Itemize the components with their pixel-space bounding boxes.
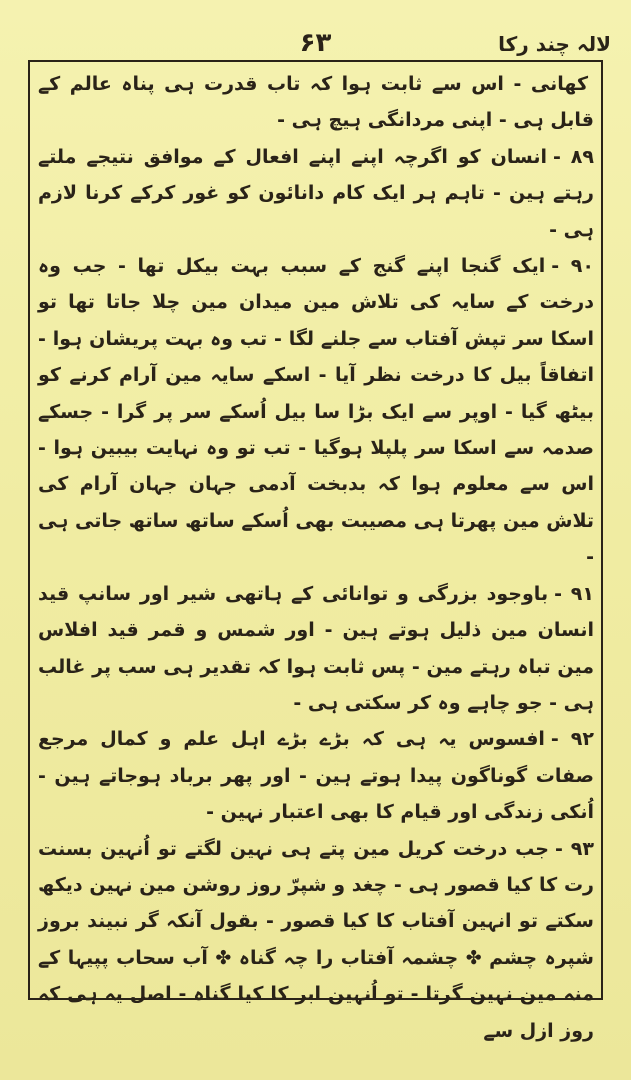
paragraph — [38, 66, 594, 139]
paragraph-text: افسوس یہ ہی کہ بڑے بڑے اہل علم و کمال مرجع صفات گوناگون پیدا ہوتے ہین - اور پھر برباد ہوجاتے ہین - اُنکی زندگی اور قیام کا بھی اعتبار نہین - — [38, 728, 594, 824]
page-number: ۶۳ — [299, 28, 332, 58]
paragraph-number: ۹۱ - — [554, 582, 594, 605]
paragraph-number: ۸۹ - — [552, 145, 594, 168]
paragraph — [38, 248, 594, 576]
text-block — [38, 66, 594, 1042]
paragraph — [38, 576, 594, 722]
paragraph-number: ۹۰ - — [551, 255, 594, 278]
paragraph-text: انسان کو اگرچہ اپنے اپنے افعال کے موافق نتیجے ملتے رہتے ہین - تاہم ہر ایک کام دانائون کو غور کرکے کرنا لازم ہی - — [38, 145, 594, 241]
paragraph-text: جب درخت کریل مین پتے ہی نہین لگتے تو اُنہین بسنت رت کا کیا قصور ہی - چغد و شپرّ روز روشن مین نہین دیکھ سکتے تو انہین آفتاب کا کیا قصور - بقول آنکہ گر نبیند بروز شپرہ چشم ✤ چشمہ آفتاب را چہ گناہ ✤ آب سحاب پپیہا کے منہ مین نہین گرتا - تو اُنہین ابر کا کیا گناہ - اصل یہ ہی کہ روز ازل سے — [38, 837, 594, 1042]
paragraph-text: کھانی - اس سے ثابت ہوا کہ تاب قدرت ہی پناہ عالم کے قابل ہی - اپنی مردانگی ہیچ ہی - — [38, 73, 594, 132]
paragraph-text: باوجود بزرگی و توانائی کے ہاتھی شیر اور سانپ قید انسان مین ذلیل ہوتے ہین - اور شمس و قمر قید افلاس مین تباہ رہتے مین - پس ثابت ہوا کہ تقدیر ہی سب پر غالب ہی - جو چاہے وہ کر سکتی ہی - — [38, 582, 594, 714]
paragraph — [38, 721, 594, 830]
page-header — [20, 28, 611, 64]
running-head: لالہ چند رکا — [498, 32, 611, 56]
paragraph — [38, 831, 594, 1049]
paragraph-number: ۹۳ - — [554, 837, 594, 860]
paragraph-text: ایک گنجا اپنے گنج کے سبب بہت بیکل تھا - جب وہ درخت کے سایہ کی تلاش مین میدان مین چلا جاتا تھا تو اسکا سر تپش آفتاب سے جلنے لگا - تب وہ بہت پریشان ہوا - اتفاقاً بیل کا درخت نظر آیا - اسکے سایہ مین آرام کرنے کو بیٹھ گیا - اوپر سے ایک بڑا سا بیل اُسکے سر پر گرا - جسکے صدمہ سے اسکا سر پلپلا ہوگیا - تب تو وہ نہایت بیبین ہوا - اس سے معلوم ہوا کہ بدبخت آدمی جہان جہان آرام کی تلاش مین پھرتا ہی مصیبت بھی اُسکے ساتھ ساتھ جاتی ہی - — [38, 255, 594, 569]
paragraph — [38, 139, 594, 248]
paragraph-number: ۹۲ - — [550, 728, 594, 751]
